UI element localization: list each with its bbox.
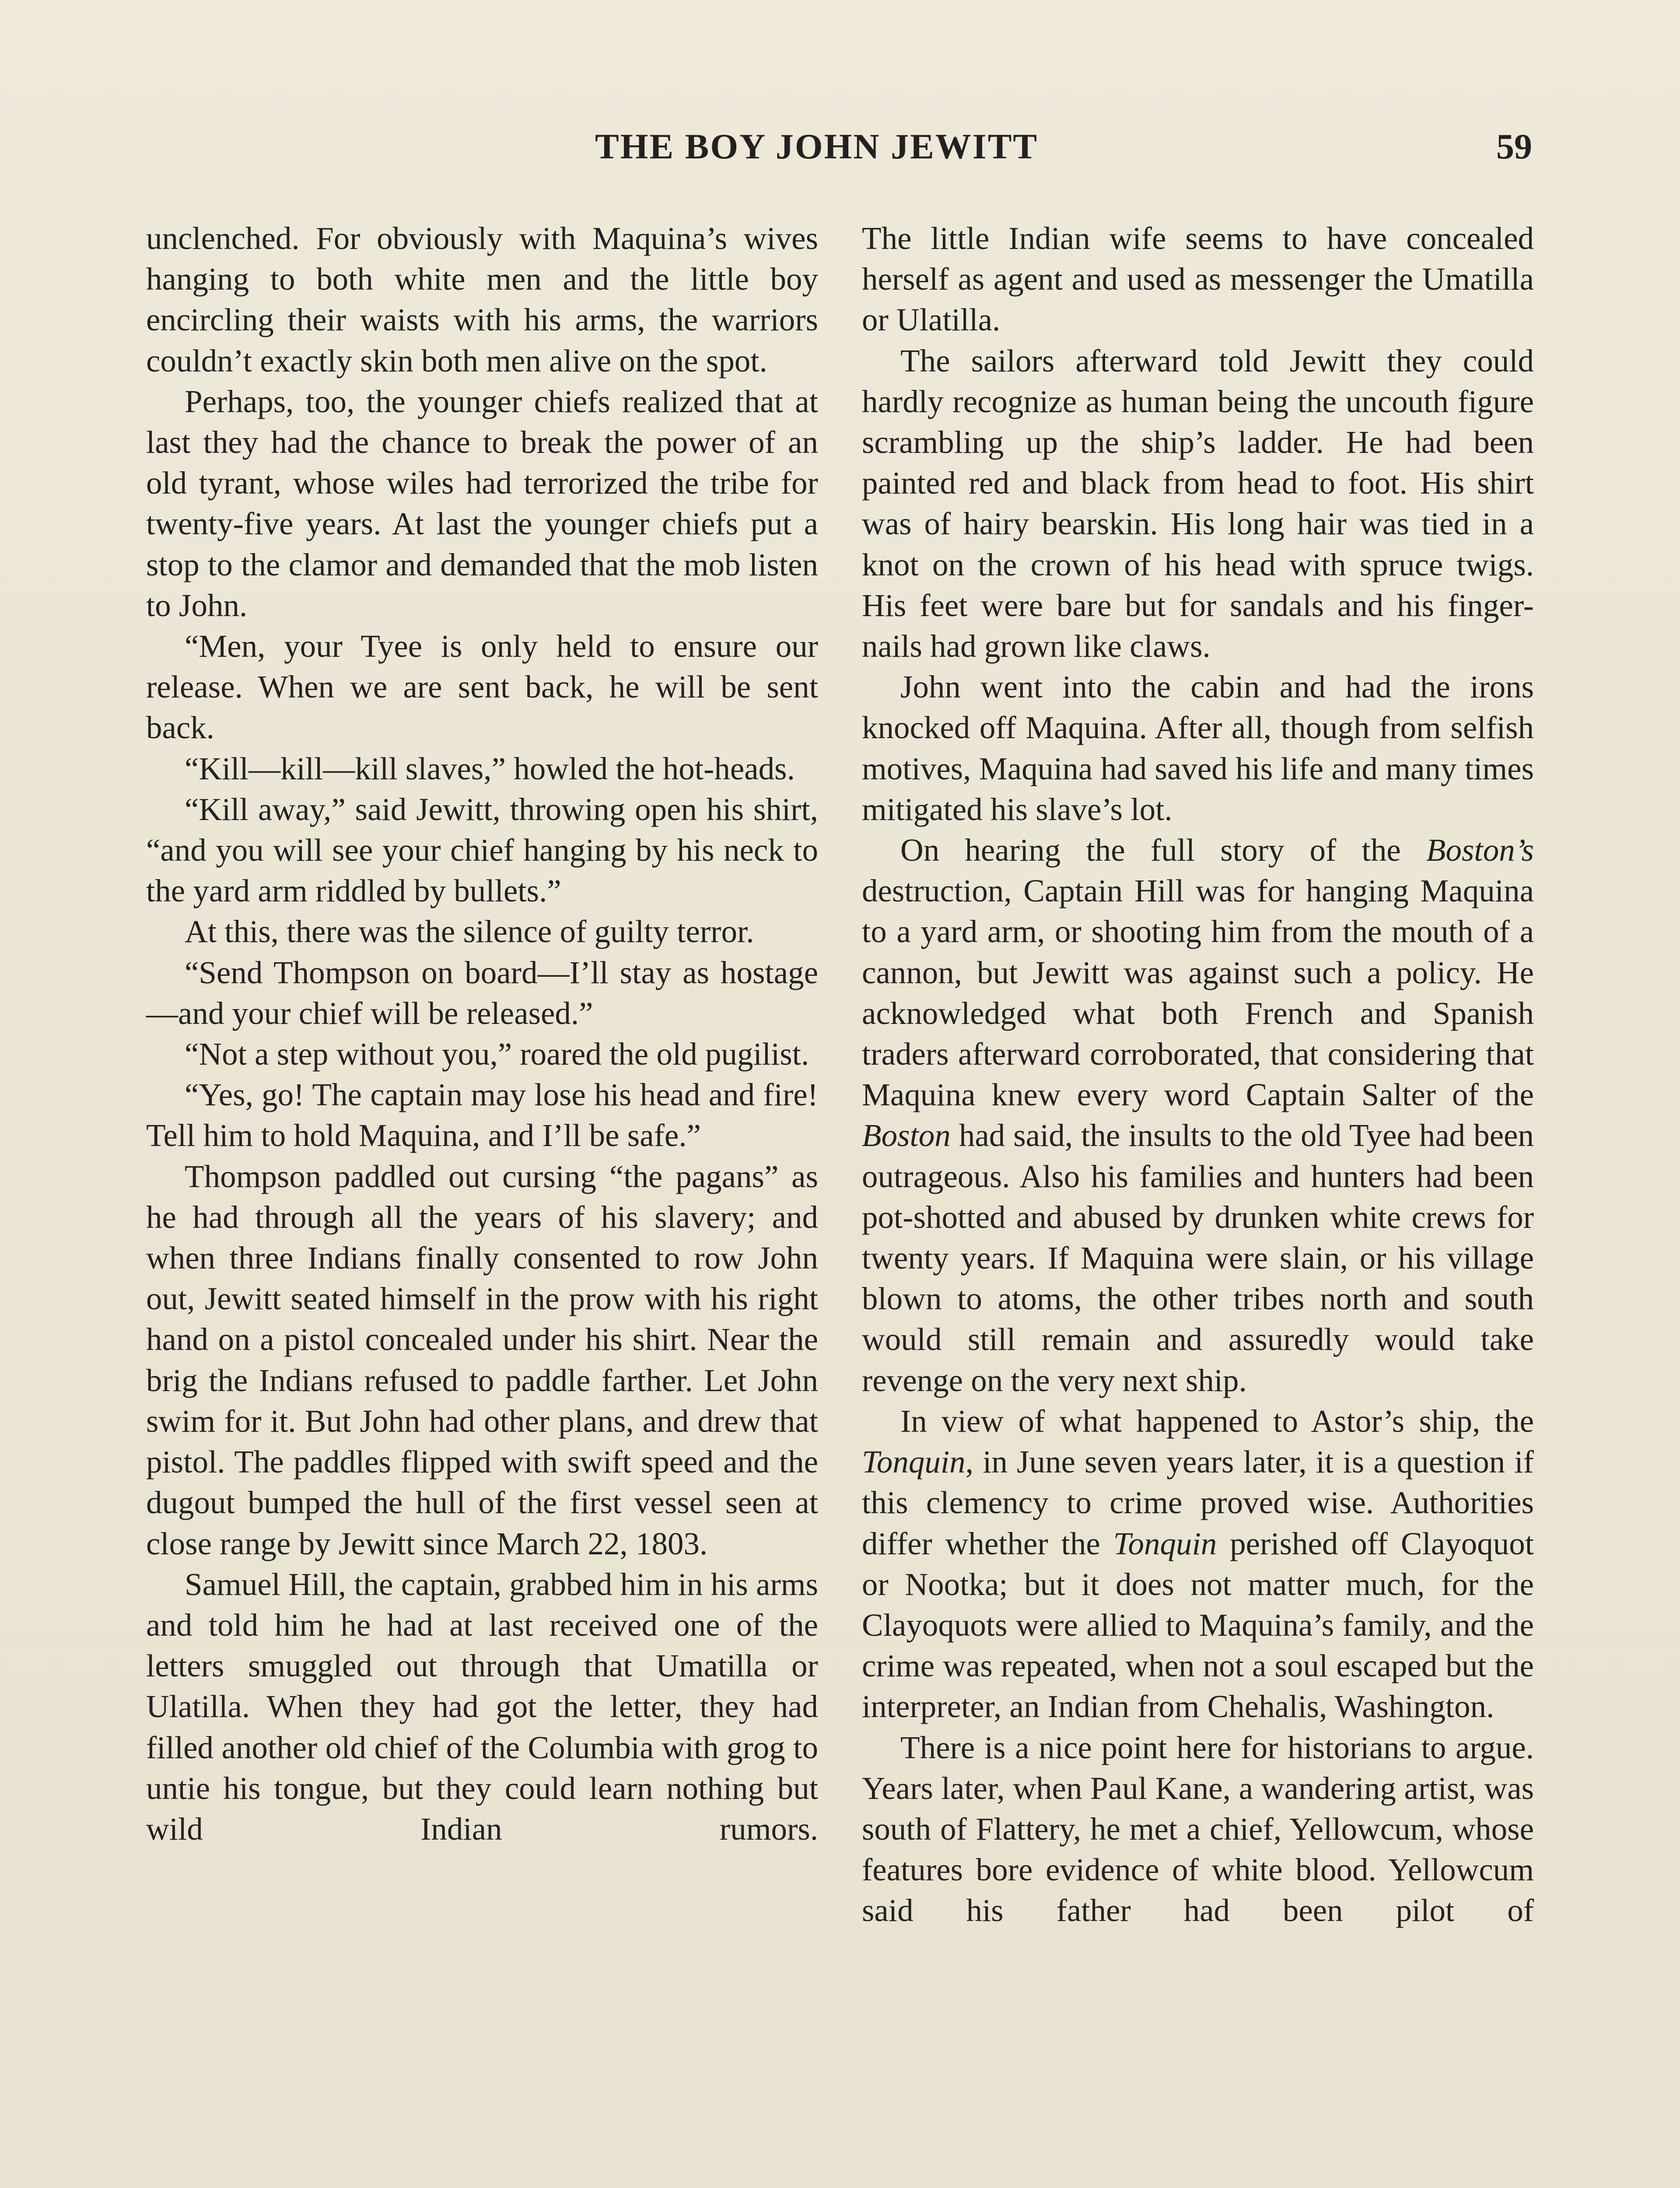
paragraph: The little Indian wife seems to have concealed herself as agent and used as messenger the Umatilla or Ulatilla.	[862, 221, 1534, 338]
paragraph: Samuel Hill, the captain, grabbed him in his arms and told him he had at last received one of the letters smuggled out through that Umatilla or Ulatilla. When they had got the letter, they had filled another old chief of the Columbia with grog to untie his tongue, but they could learn nothing but wild Indian rumors.	[146, 1566, 818, 1847]
running-head: THE BOY JOHN JEWITT	[595, 126, 1039, 166]
paragraph	[862, 1401, 1534, 1727]
page-number: 59	[1496, 126, 1532, 166]
right-column	[862, 218, 1534, 1931]
paragraph: At this, there was the silence of guilty terror.	[185, 914, 754, 950]
paragraph: “Not a step without you,” roared the old pugilist.	[185, 1036, 809, 1072]
ship-name-italic: Boston’s	[1426, 832, 1534, 868]
paragraph: There is a nice point here for historians to argue. Years later, when Paul Kane, a wandering artist, was south of Flattery, he met a chief, Yellowcum, whose features bore evidence of white blood. Yellowcum said his father had been pilot of	[862, 1729, 1534, 1929]
text-run: , in June seven years later, it is a question if this clemency to crime proved wise. Authorities differ whether the	[862, 1444, 1534, 1561]
paragraph: “Men, your Tyee is only held to ensure our release. When we are sent back, he will be sent back.	[146, 628, 818, 746]
ship-name-italic: Tonquin	[1113, 1525, 1217, 1561]
paragraph: “Yes, go! The captain may lose his head and fire! Tell him to hold Maquina, and I’ll be safe.”	[146, 1077, 818, 1154]
ship-name-italic: Boston	[862, 1118, 951, 1154]
paragraph: “Send Thompson on board—I’ll stay as hostage—and your chief will be released.”	[146, 954, 818, 1031]
paragraph: “Kill away,” said Jewitt, throwing open his shirt, “and you will see your chief hanging by his neck to the yard arm riddled by bullets.”	[146, 791, 818, 909]
page-header	[0, 126, 1680, 179]
paragraph: Perhaps, too, the younger chiefs realized that at last they had the chance to break the power of an old tyrant, whose wiles had terrorized the tribe for twenty-five years. At last the younger chiefs put a stop to the clamor and demanded that the mob listen to John.	[146, 383, 818, 623]
paragraph: “Kill—kill—kill slaves,” howled the hot-heads.	[185, 750, 795, 786]
text-run: had said, the insults to the old Tyee had been outrageous. Also his families and hunters had been pot-shotted and abused by drunken white crews for twenty years. If Maquina were slain, or his village blown to atoms, the other tribes north and south would still remain and assuredly would take revenge on the very next ship.	[862, 1118, 1534, 1398]
left-column	[146, 218, 818, 1849]
paragraph: Thompson paddled out cursing “the pagans” as he had through all the years of his slavery; and when three Indians finally consented to row John out, Jewitt seated himself in the prow with his right hand on a pistol concealed under his shirt. Near the brig the Indians refused to paddle farther. Let John swim for it. But John had other plans, and drew that pistol. The paddles flipped with swift speed and the dugout bumped the hull of the first vessel seen at close range by Jewitt since March 22, 1803.	[146, 1158, 818, 1561]
text-run: destruction, Captain Hill was for hanging Maquina to a yard arm, or shooting him from the mouth of a cannon, but Jewitt was against such a policy. He acknowledged what both French and Spanish traders afterward corroborated, that considering that Maquina knew every word Captain Salter of the	[862, 873, 1534, 1113]
paragraph: John went into the cabin and had the irons knocked off Maquina. After all, though from selfish motives, Maquina had saved his life and many times mitigated his slave’s lot.	[862, 669, 1534, 827]
paragraph	[862, 830, 1534, 1401]
text-run: perished off Clayoquot or Nootka; but it does not matter much, for the Clayoquots were allied to Maquina’s family, and the crime was repeated, when not a soul escaped but the interpreter, an Indian from Chehalis, Washington.	[862, 1525, 1534, 1725]
text-run: On hearing the full story of the	[900, 832, 1426, 868]
ship-name-italic: Tonquin	[862, 1444, 966, 1480]
paragraph: The sailors afterward told Jewitt they could hardly recognize as human being the uncouth figure scrambling up the ship’s ladder. He had been painted red and black from head to foot. His shirt was of hairy bearskin. His long hair was tied in a knot on the crown of his head with spruce twigs. His feet were bare but for sandals and his finger-nails had grown like claws.	[862, 343, 1534, 664]
paragraph: unclenched. For obviously with Maquina’s wives hanging to both white men and the little boy encircling their waists with his arms, the warriors couldn’t exactly skin both men alive on the spot.	[146, 221, 818, 379]
text-run: In view of what happened to Astor’s ship, the	[900, 1403, 1534, 1439]
